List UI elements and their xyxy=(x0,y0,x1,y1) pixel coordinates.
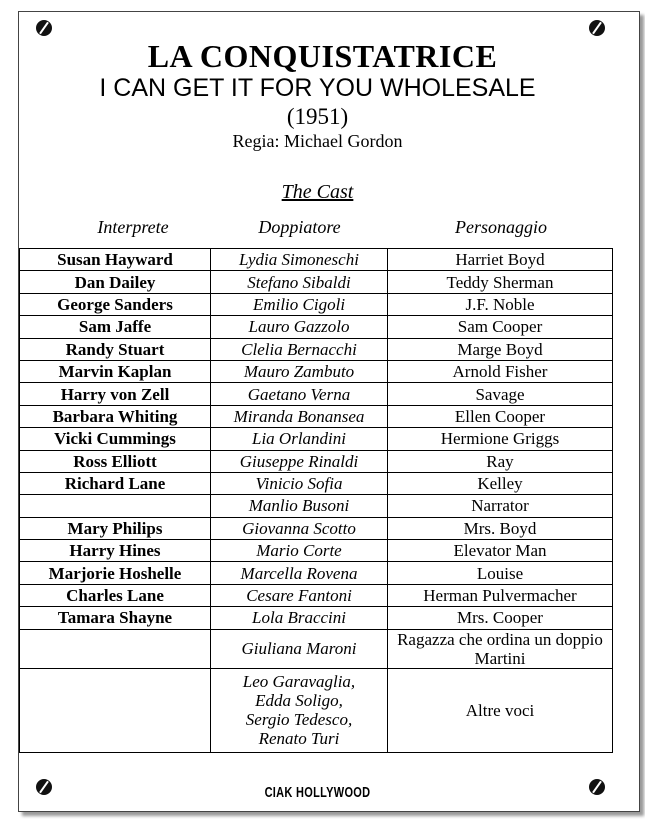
actor-cell: Richard Lane xyxy=(20,472,211,494)
actor-cell: Marjorie Hoshelle xyxy=(20,562,211,584)
role-cell: Marge Boyd xyxy=(388,338,613,360)
actor-cell: Susan Hayward xyxy=(20,249,211,271)
dubber-cell: Lia Orlandini xyxy=(211,428,388,450)
release-year: (1951) xyxy=(286,104,349,129)
dubber-cell: Gaetano Verna xyxy=(211,383,388,405)
dubber-cell: Lola Braccini xyxy=(211,607,388,629)
actor-cell: Charles Lane xyxy=(20,584,211,606)
dubber-cell: Mauro Zambuto xyxy=(211,360,388,382)
role-cell: Louise xyxy=(388,562,613,584)
screw-icon-top-left xyxy=(36,20,52,36)
dubber-cell: Stefano Sibaldi xyxy=(211,271,388,293)
table-row xyxy=(20,517,613,539)
role-cell: Narrator xyxy=(388,495,613,517)
dubber-cell: Giovanna Scotto xyxy=(211,517,388,539)
dubber-cell: Lauro Gazzolo xyxy=(211,316,388,338)
actor-cell: Randy Stuart xyxy=(20,338,211,360)
director-credit: Regia: Michael Gordon xyxy=(232,131,403,151)
cast-heading: The Cast xyxy=(281,181,354,203)
role-cell: Altre voci xyxy=(388,668,613,752)
role-cell: Arnold Fisher xyxy=(388,360,613,382)
original-title: I CAN GET IT FOR YOU WHOLESALE xyxy=(99,74,536,102)
role-cell: Mrs. Boyd xyxy=(388,517,613,539)
role-cell: Herman Pulvermacher xyxy=(388,584,613,606)
dubber-cell: Vinicio Sofia xyxy=(211,472,388,494)
dubber-cell: Emilio Cigoli xyxy=(211,293,388,315)
column-header-dubber: Doppiatore xyxy=(258,217,341,237)
actor-cell: Sam Jaffe xyxy=(20,316,211,338)
dubber-cell: Manlio Busoni xyxy=(211,495,388,517)
ciak-hollywood-logo: CIAK HOLLYWOOD xyxy=(264,784,371,802)
role-cell: Hermione Griggs xyxy=(388,428,613,450)
actor-cell: Mary Philips xyxy=(20,517,211,539)
table-row xyxy=(20,584,613,606)
role-cell: Harriet Boyd xyxy=(388,249,613,271)
table-row xyxy=(20,360,613,382)
actor-cell xyxy=(20,629,211,668)
actor-cell: Vicki Cummings xyxy=(20,428,211,450)
actor-cell xyxy=(20,495,211,517)
role-cell: J.F. Noble xyxy=(388,293,613,315)
role-cell: Ray xyxy=(388,450,613,472)
role-cell: Ellen Cooper xyxy=(388,405,613,427)
table-row xyxy=(20,668,613,752)
dubber-cell: Marcella Rovena xyxy=(211,562,388,584)
role-cell: Sam Cooper xyxy=(388,316,613,338)
actor-cell: George Sanders xyxy=(20,293,211,315)
actor-cell: Harry von Zell xyxy=(20,383,211,405)
dubber-cell: Clelia Bernacchi xyxy=(211,338,388,360)
role-cell: Elevator Man xyxy=(388,540,613,562)
table-row xyxy=(20,562,613,584)
role-cell: Mrs. Cooper xyxy=(388,607,613,629)
table-row xyxy=(20,271,613,293)
table-row xyxy=(20,472,613,494)
dubber-cell: Miranda Bonansea xyxy=(211,405,388,427)
dubber-cell: Cesare Fantoni xyxy=(211,584,388,606)
table-row xyxy=(20,338,613,360)
table-row xyxy=(20,383,613,405)
table-row xyxy=(20,607,613,629)
actor-cell: Dan Dailey xyxy=(20,271,211,293)
actor-cell: Marvin Kaplan xyxy=(20,360,211,382)
column-header-actor: Interprete xyxy=(97,217,169,237)
table-row xyxy=(20,629,613,668)
film-title: LA CONQUISTATRICE xyxy=(147,38,498,74)
role-cell: Teddy Sherman xyxy=(388,271,613,293)
dubber-cell: Mario Corte xyxy=(211,540,388,562)
table-row xyxy=(20,540,613,562)
dubber-cell: Lydia Simoneschi xyxy=(211,249,388,271)
cast-table xyxy=(19,248,613,753)
table-row xyxy=(20,405,613,427)
table-row xyxy=(20,495,613,517)
actor-cell: Barbara Whiting xyxy=(20,405,211,427)
dubber-cell: Giuseppe Rinaldi xyxy=(211,450,388,472)
role-cell: Kelley xyxy=(388,472,613,494)
actor-cell xyxy=(20,668,211,752)
actor-cell: Harry Hines xyxy=(20,540,211,562)
table-row xyxy=(20,293,613,315)
table-row xyxy=(20,249,613,271)
table-row xyxy=(20,450,613,472)
role-cell: Ragazza che ordina un doppio Martini xyxy=(388,629,613,668)
dubber-cell: Leo Garavaglia, Edda Soligo, Sergio Tedesco, Renato Turi xyxy=(211,668,388,752)
screw-icon-top-right xyxy=(589,20,605,36)
table-row xyxy=(20,428,613,450)
role-cell: Savage xyxy=(388,383,613,405)
dubber-cell: Giuliana Maroni xyxy=(211,629,388,668)
actor-cell: Ross Elliott xyxy=(20,450,211,472)
column-header-role: Personaggio xyxy=(455,217,547,237)
actor-cell: Tamara Shayne xyxy=(20,607,211,629)
table-row xyxy=(20,316,613,338)
